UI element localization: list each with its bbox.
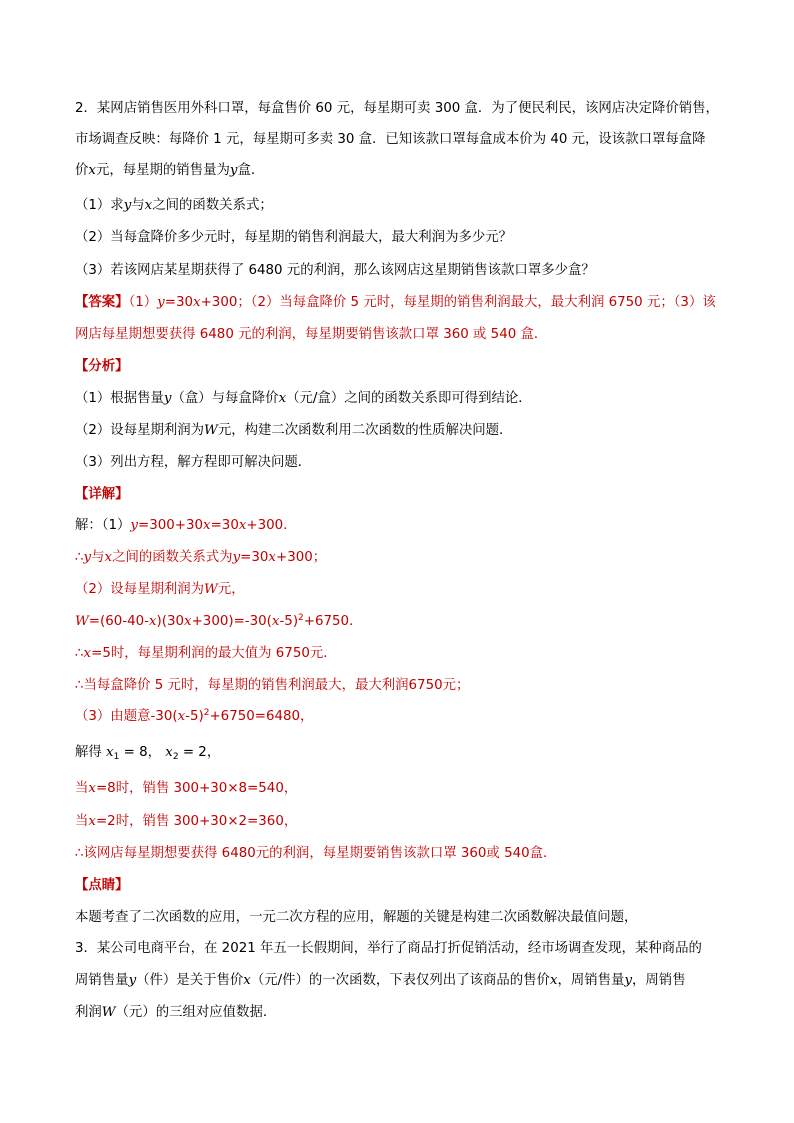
analysis-heading: 【分析】 (75, 359, 129, 374)
q2-stem-line-1: 2．某网店销售医用外科口罩，每盒售价 60 元，每星期可卖 300 盒．为了便民利民，该网店决定降价销售， (75, 101, 719, 116)
comment-heading: 【点睛】 (75, 878, 129, 893)
detail-line-6: ∴当每盒降价 5 元时，每星期的销售利润最大，最大利润6750元； (75, 678, 470, 693)
detail-line-5: ∴x=5时，每星期利润的最大值为 6750元． (75, 646, 337, 661)
detail-line-10: 当x=2时，销售 300+30×2=360， (75, 814, 298, 829)
detail-line-9: 当x=8时，销售 300+30×8=540， (75, 781, 298, 796)
q3-line-1: 3．某公司电商平台，在 2021 年五一长假期间，举行了商品打折促销活动，经市场调查发现，某种商品的 (75, 941, 702, 956)
q3-line-2: 周销售量y（件）是关于售价x（元/件）的一次函数，下表仅列出了该商品的售价x，周销售量y，周销售 (75, 973, 686, 988)
comment-line-1: 本题考查了二次函数的应用，一元二次方程的应用，解题的关键是构建二次函数解决最值问题， (75, 910, 638, 925)
answer-line-2: 网店每星期想要获得 6480 元的利润，每星期要销售该款口罩 360 或 540 盒． (75, 327, 548, 342)
q2-stem-line-2: 市场调查反映：每降价 1 元，每星期可多卖 30 盒．已知该款口罩每盒成本价为 40 元，设该款口罩每盒降 (75, 132, 706, 147)
detail-heading: 【详解】 (75, 487, 129, 502)
answer-line-1: 【答案】（1）y=30x+300；（2）当每盒降价 5 元时，每星期的销售利润最大，最大利润 6750 元；（3）该 (75, 295, 716, 310)
detail-line-7: （3）由题意$-30(x-5)^2+6750=6480$， (75, 708, 314, 724)
answer-label: 【答案】 (75, 295, 129, 310)
q2-part-1: （1）求y与x之间的函数关系式； (75, 198, 273, 213)
analysis-line-3: （3）列出方程，解方程即可解决问题． (75, 455, 312, 470)
q2-stem-line-3: 价x元，每星期的销售量为y盒． (75, 163, 265, 178)
analysis-line-2: （2）设每星期利润为W元，构建二次函数利用二次函数的性质解决问题． (75, 423, 513, 438)
detail-line-2: ∴y与x之间的函数关系式为y=30x+300； (75, 550, 327, 565)
q2-part-3: （3）若该网店某星期获得了 6480 元的利润，那么该网店这星期销售该款口罩多少盒？ (75, 263, 595, 278)
q3-line-3: 利润W（元）的三组对应值数据． (75, 1005, 277, 1020)
detail-line-1: 解：（1）y=300+30x=30x+300． (75, 518, 297, 533)
analysis-line-1: （1）根据售量y（盒）与每盒降价x（元/盒）之间的函数关系即可得到结论． (75, 391, 532, 406)
q2-part-2: （2）当每盒降价多少元时，每星期的销售利润最大，最大利润为多少元？ (75, 230, 513, 245)
detail-line-11: ∴该网店每星期想要获得 6480元的利润，每星期要销售该款口罩 360或 540盒． (75, 846, 557, 861)
detail-line-3: （2）设每星期利润为W元， (75, 582, 245, 597)
detail-line-4: $W=(60-40-x)(30x+300)=-30(x-5)^2+6750$． (75, 613, 363, 629)
detail-line-8: 解得 $x_1 = 8$， $x_2 = 2$， (75, 745, 221, 762)
